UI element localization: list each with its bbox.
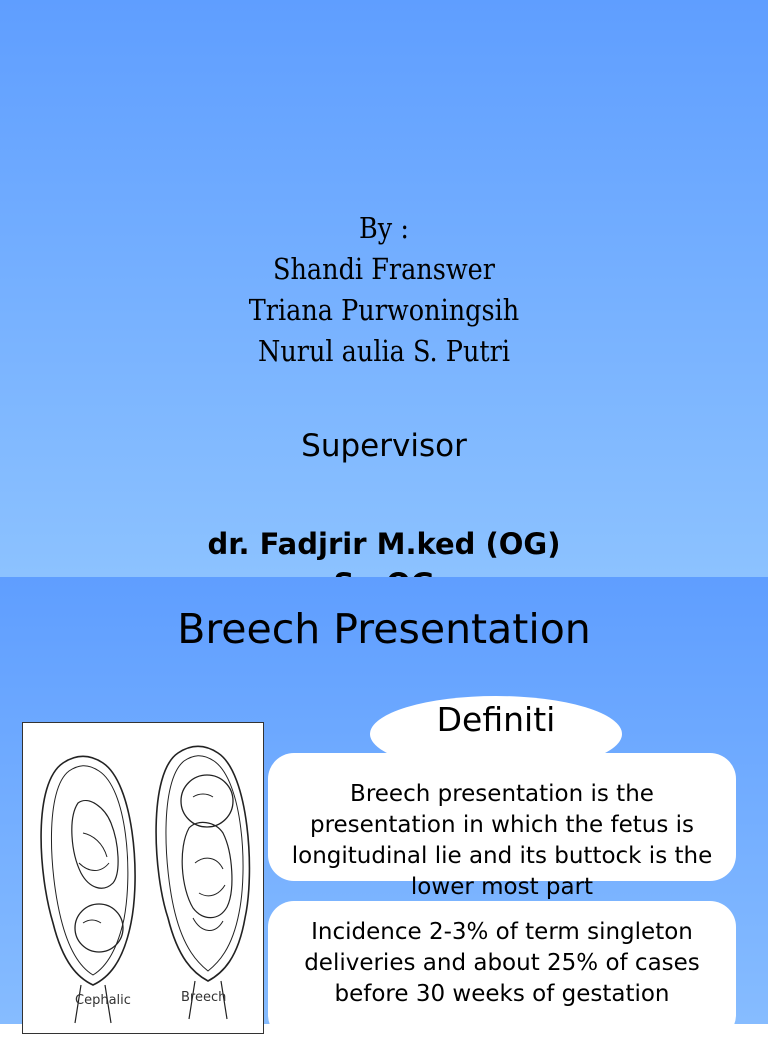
fetal-presentation-illustration [23, 723, 263, 1033]
breech-slide [0, 577, 768, 1024]
definition-text: Breech presentation is the presentation in which the fetus is longitudinal lie and its buttock is the lower most part [291, 781, 713, 900]
definiti-bubble [370, 696, 622, 772]
cephalic-label: Cephalic [75, 993, 131, 1008]
author-name: Shandi Franswer [273, 252, 495, 286]
slide-title: Breech Presentation [177, 605, 591, 653]
supervisor-label: Supervisor [301, 428, 467, 464]
author-name: Triana Purwoningsih [248, 293, 520, 327]
authors-block [0, 208, 768, 372]
supervisor-name: dr. Fadjrir M.ked (OG) [207, 527, 561, 561]
incidence-card [268, 901, 736, 1041]
incidence-text: Incidence 2-3% of term singleton deliveries and about 25% of cases before 30 weeks of gestation [304, 919, 700, 1007]
fetal-presentation-figure [22, 722, 264, 1034]
definiti-label: Definiti [436, 700, 556, 739]
author-name: Nurul aulia S. Putri [257, 334, 511, 368]
by-label: By : [359, 211, 409, 245]
breech-label: Breech [181, 990, 227, 1005]
definition-card [268, 753, 736, 900]
